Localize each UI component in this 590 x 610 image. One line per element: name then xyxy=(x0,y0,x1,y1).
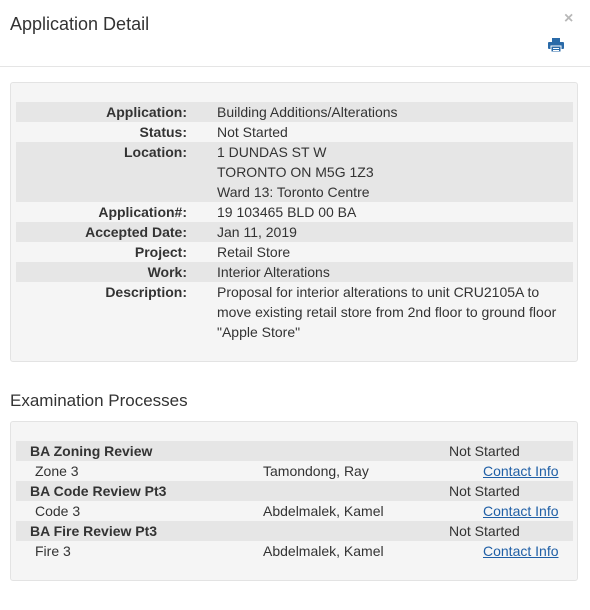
process-name: BA Fire Review Pt3 xyxy=(30,523,158,539)
detail-row-work xyxy=(16,262,573,282)
detail-row-location xyxy=(16,142,573,202)
process-sub: Fire 3 xyxy=(35,543,71,559)
close-icon[interactable]: × xyxy=(564,10,574,27)
detail-label: Application#: xyxy=(98,204,187,220)
process-header-row xyxy=(16,441,573,461)
contact-info-link[interactable]: Contact Info xyxy=(483,463,559,479)
process-sub: Code 3 xyxy=(35,503,81,519)
detail-value: Interior Alterations xyxy=(217,264,330,280)
process-header-row xyxy=(16,521,573,541)
detail-value: Building Additions/Alterations xyxy=(217,104,398,120)
process-name: BA Zoning Review xyxy=(30,443,153,459)
examination-processes-heading: Examination Processes xyxy=(10,391,188,410)
detail-value: Not Started xyxy=(217,124,288,140)
detail-value: 19 103465 BLD 00 BA xyxy=(217,204,357,220)
contact-info-link[interactable]: Contact Info xyxy=(483,543,559,559)
print-icon[interactable] xyxy=(548,38,564,52)
process-detail-row xyxy=(16,541,573,561)
process-examiner: Tamondong, Ray xyxy=(263,463,369,479)
detail-label: Application: xyxy=(106,104,187,120)
process-status: Not Started xyxy=(449,443,520,459)
process-examiner: Abdelmalek, Kamel xyxy=(263,503,384,519)
detail-label: Description: xyxy=(105,284,187,300)
process-status: Not Started xyxy=(449,483,520,499)
detail-row-description xyxy=(16,282,573,342)
process-name: BA Code Review Pt3 xyxy=(30,483,167,499)
detail-row-application-number xyxy=(16,202,573,222)
detail-value: Retail Store xyxy=(217,244,291,260)
examination-processes-panel xyxy=(10,421,578,581)
detail-row-application xyxy=(16,102,573,122)
detail-row-accepted-date xyxy=(16,222,573,242)
detail-row-status xyxy=(16,122,573,142)
detail-label: Accepted Date: xyxy=(85,224,187,240)
detail-row-project xyxy=(16,242,573,262)
dialog-header xyxy=(0,0,590,67)
detail-label: Work: xyxy=(147,264,187,280)
contact-info-link[interactable]: Contact Info xyxy=(483,503,559,519)
dialog-title: Application Detail xyxy=(10,14,150,34)
detail-value: 1 DUNDAS ST W TORONTO ON M5G 1Z3 Ward 13: Toronto Centre xyxy=(217,144,374,200)
process-examiner: Abdelmalek, Kamel xyxy=(263,543,384,559)
detail-label: Project: xyxy=(134,244,187,260)
detail-label: Location: xyxy=(124,144,187,160)
application-details-panel xyxy=(10,82,578,362)
process-sub: Zone 3 xyxy=(35,463,79,479)
detail-value: Proposal for interior alterations to unit CRU2105A to move existing retail store from 2nd floor to ground floor "Apple Store" xyxy=(217,284,557,340)
process-detail-row xyxy=(16,461,573,481)
process-header-row xyxy=(16,481,573,501)
detail-label: Status: xyxy=(139,124,187,140)
process-detail-row xyxy=(16,501,573,521)
process-status: Not Started xyxy=(449,523,520,539)
detail-value: Jan 11, 2019 xyxy=(217,224,297,240)
